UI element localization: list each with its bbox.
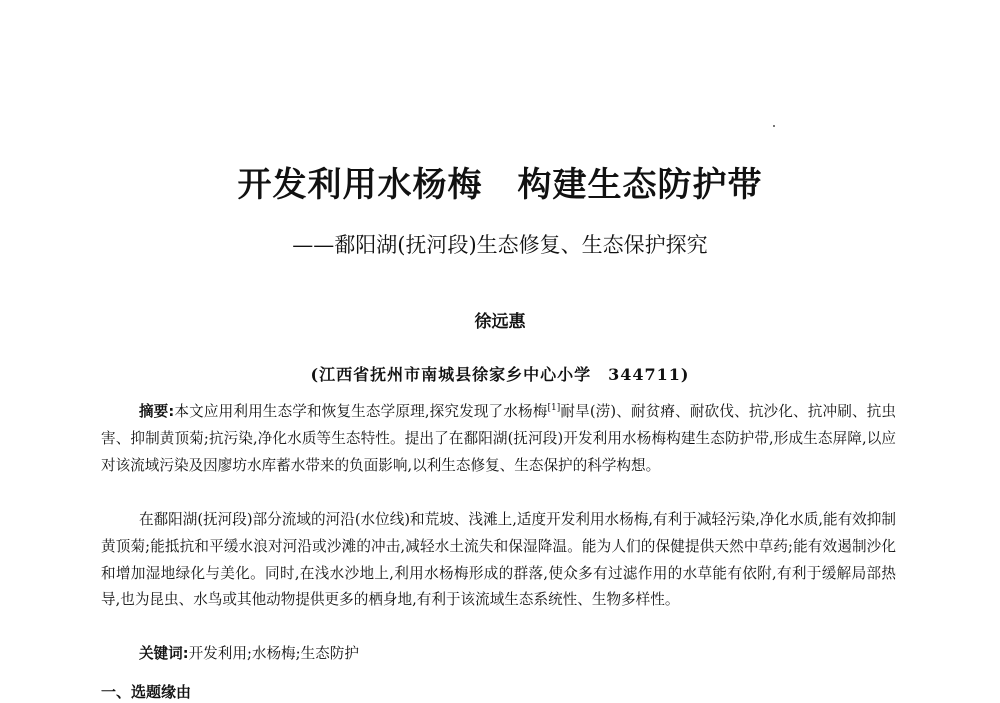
keywords-text: 开发利用;水杨梅;生态防护: [188, 645, 359, 662]
body-paragraph: 在鄱阳湖(抚河段)部分流域的河沿(水位线)和荒坡、浅滩上,适度开发利用水杨梅,有利于减轻污染,净化水质,能有效抑制黄顶菊;能抵抗和平缓水浪对河沿或沙滩的冲击,减轻水土流失和保湿降温。能为人们的保健提供天然中草药;能有效遏制沙化和增加湿地绿化与美化。同时,在浅水沙地上,利用水杨梅形成的群落,使众多有过滤作用的水草能有依附,有利于缓解局部热导,也为昆虫、水鸟或其他动物提供更多的栖身地,有利于该流域生态系统性、生物多样性。: [101, 511, 896, 609]
abstract-label: 摘要:: [138, 403, 175, 420]
abstract-text-part2: 耐旱(涝)、耐贫瘠、耐砍伐、抗沙化、抗冲刷、抗虫害、抑制黄顶菊;抗污染,净化水质等生态特性。提出了在鄱阳湖(抚河段)开发利用水杨梅构建生态防护带,形成生态屏障,以应对该流域污染及因廖坊水库蓄水带来的负面影响,以利生态修复、生态保护的科学构想。: [101, 403, 896, 474]
author-name: 徐远惠: [474, 312, 526, 332]
citation-ref: [1]: [547, 403, 561, 414]
keywords-line: [101, 641, 896, 668]
article-title: 开发利用水杨梅 构建生态防护带: [237, 165, 763, 205]
author-affiliation: (江西省抚州市南城县徐家乡中心小学 344711): [310, 365, 690, 384]
article-subtitle: ——鄱阳湖(抚河段)生态修复、生态保护探究: [292, 233, 708, 257]
abstract-text-part1: 本文应用利用生态学和恢复生态学原理,探究发现了水杨梅: [174, 403, 548, 420]
keywords-label: 关键词:: [138, 645, 189, 662]
section-heading: 一、选题缘由: [101, 683, 192, 701]
speck-mark: [773, 125, 775, 127]
abstract-paragraph: [101, 399, 896, 479]
